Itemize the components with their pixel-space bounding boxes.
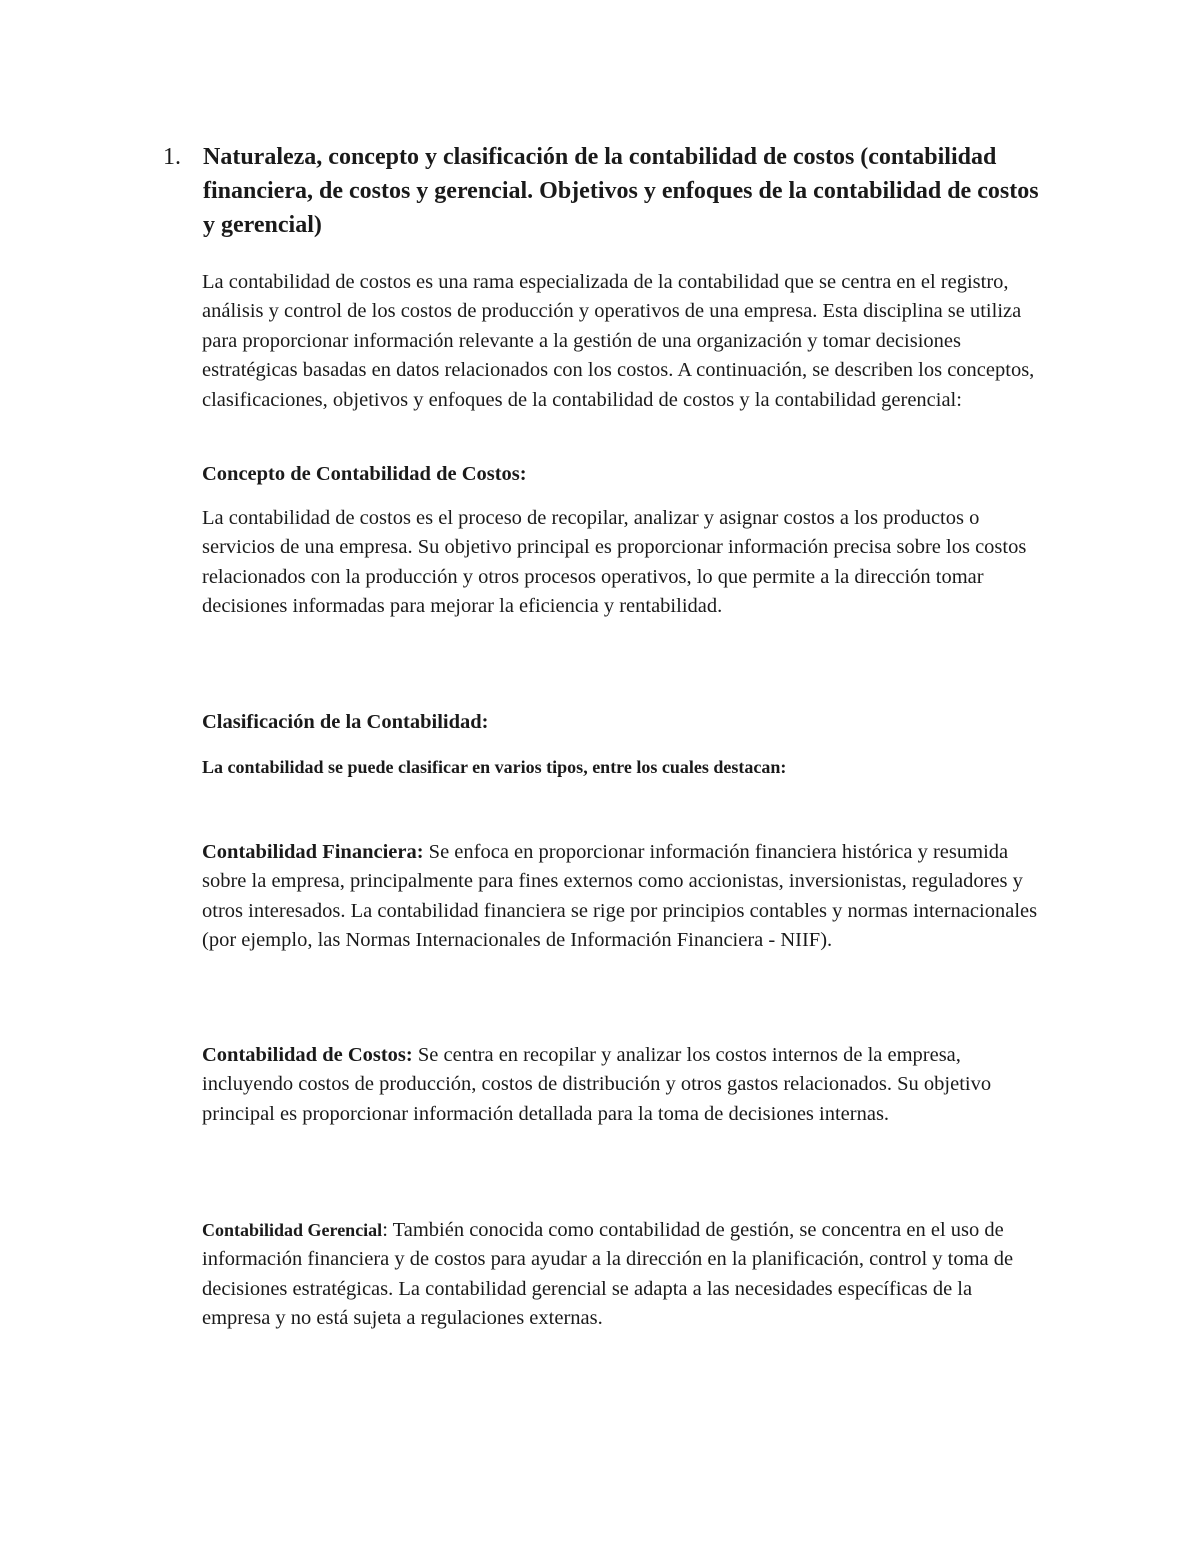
intro-section: [202, 268, 1042, 415]
financiera-paragraph: [202, 838, 1042, 956]
costos-term: Contabilidad de Costos:: [202, 1044, 413, 1066]
heading-title: Naturaleza, concepto y clasificación de la contabilidad de costos (contabilidad financiera, de costos y gerencial. Objetivos y enfoques de la contabilidad de costos y gerencial): [203, 144, 1039, 238]
financiera-body: Se enfoca en proporcionar información financiera histórica y resumida sobre la empresa, principalmente para fines externos como accionistas, inversionistas, reguladores y otros interesados. La contabilidad financiera se rige por principios contables y normas internacionales (por ejemplo, las Normas Internacionales de Información Financiera - NIIF).: [202, 841, 1038, 952]
gerencial-section: [202, 1216, 1042, 1334]
concepto-body-section: [202, 504, 1042, 622]
intro-paragraph: La contabilidad de costos es una rama especializada de la contabilidad que se centra en el registro, análisis y control de los costos de producción y operativos de una empresa. Esta disciplina se utiliza para proporcionar información relevante a la gestión de una organización y tomar decisiones estratégicas basadas en datos relacionados con los costos. A continuación, se describen los conceptos, clasificaciones, objetivos y enfoques de la contabilidad de costos y la contabilidad gerencial:: [202, 271, 1035, 411]
concepto-title: Concepto de Contabilidad de Costos:: [202, 463, 527, 485]
concepto-paragraph: La contabilidad de costos es el proceso de recopilar, analizar y asignar costos a los productos o servicios de una empresa. Su objetivo principal es proporcionar información precisa sobre los costos relacionados con la producción y otros procesos operativos, lo que permite a la dirección tomar decisiones informadas para mejorar la eficiencia y rentabilidad.: [202, 507, 1027, 618]
heading-number: 1.: [163, 144, 181, 170]
gerencial-body: : También conocida como contabilidad de gestión, se concentra en el uso de información financiera y de costos para ayudar a la dirección en la planificación, control y toma de decisiones estratégicas. La contabilidad gerencial se adapta a las necesidades específicas de la empresa y no está sujeta a regulaciones externas.: [202, 1219, 1014, 1330]
costos-body: Se centra en recopilar y analizar los costos internos de la empresa, incluyendo costos de producción, costos de distribución y otros gastos relacionados. Su objetivo principal es proporcionar información detallada para la toma de decisiones internas.: [202, 1044, 992, 1125]
concepto-section: [202, 460, 1042, 489]
clasificacion-subtitle: La contabilidad se puede clasificar en varios tipos, entre los cuales destacan:: [202, 757, 787, 777]
financiera-term: Contabilidad Financiera:: [202, 841, 424, 863]
gerencial-paragraph: [202, 1216, 1042, 1334]
financiera-section: [202, 838, 1042, 956]
clasificacion-title: Clasificación de la Contabilidad:: [202, 711, 489, 733]
costos-paragraph: [202, 1041, 1042, 1129]
gerencial-term: Contabilidad Gerencial: [202, 1220, 383, 1240]
costos-section: [202, 1041, 1042, 1129]
clasificacion-subtitle-section: [202, 754, 1042, 780]
clasificacion-section: [202, 708, 1042, 737]
